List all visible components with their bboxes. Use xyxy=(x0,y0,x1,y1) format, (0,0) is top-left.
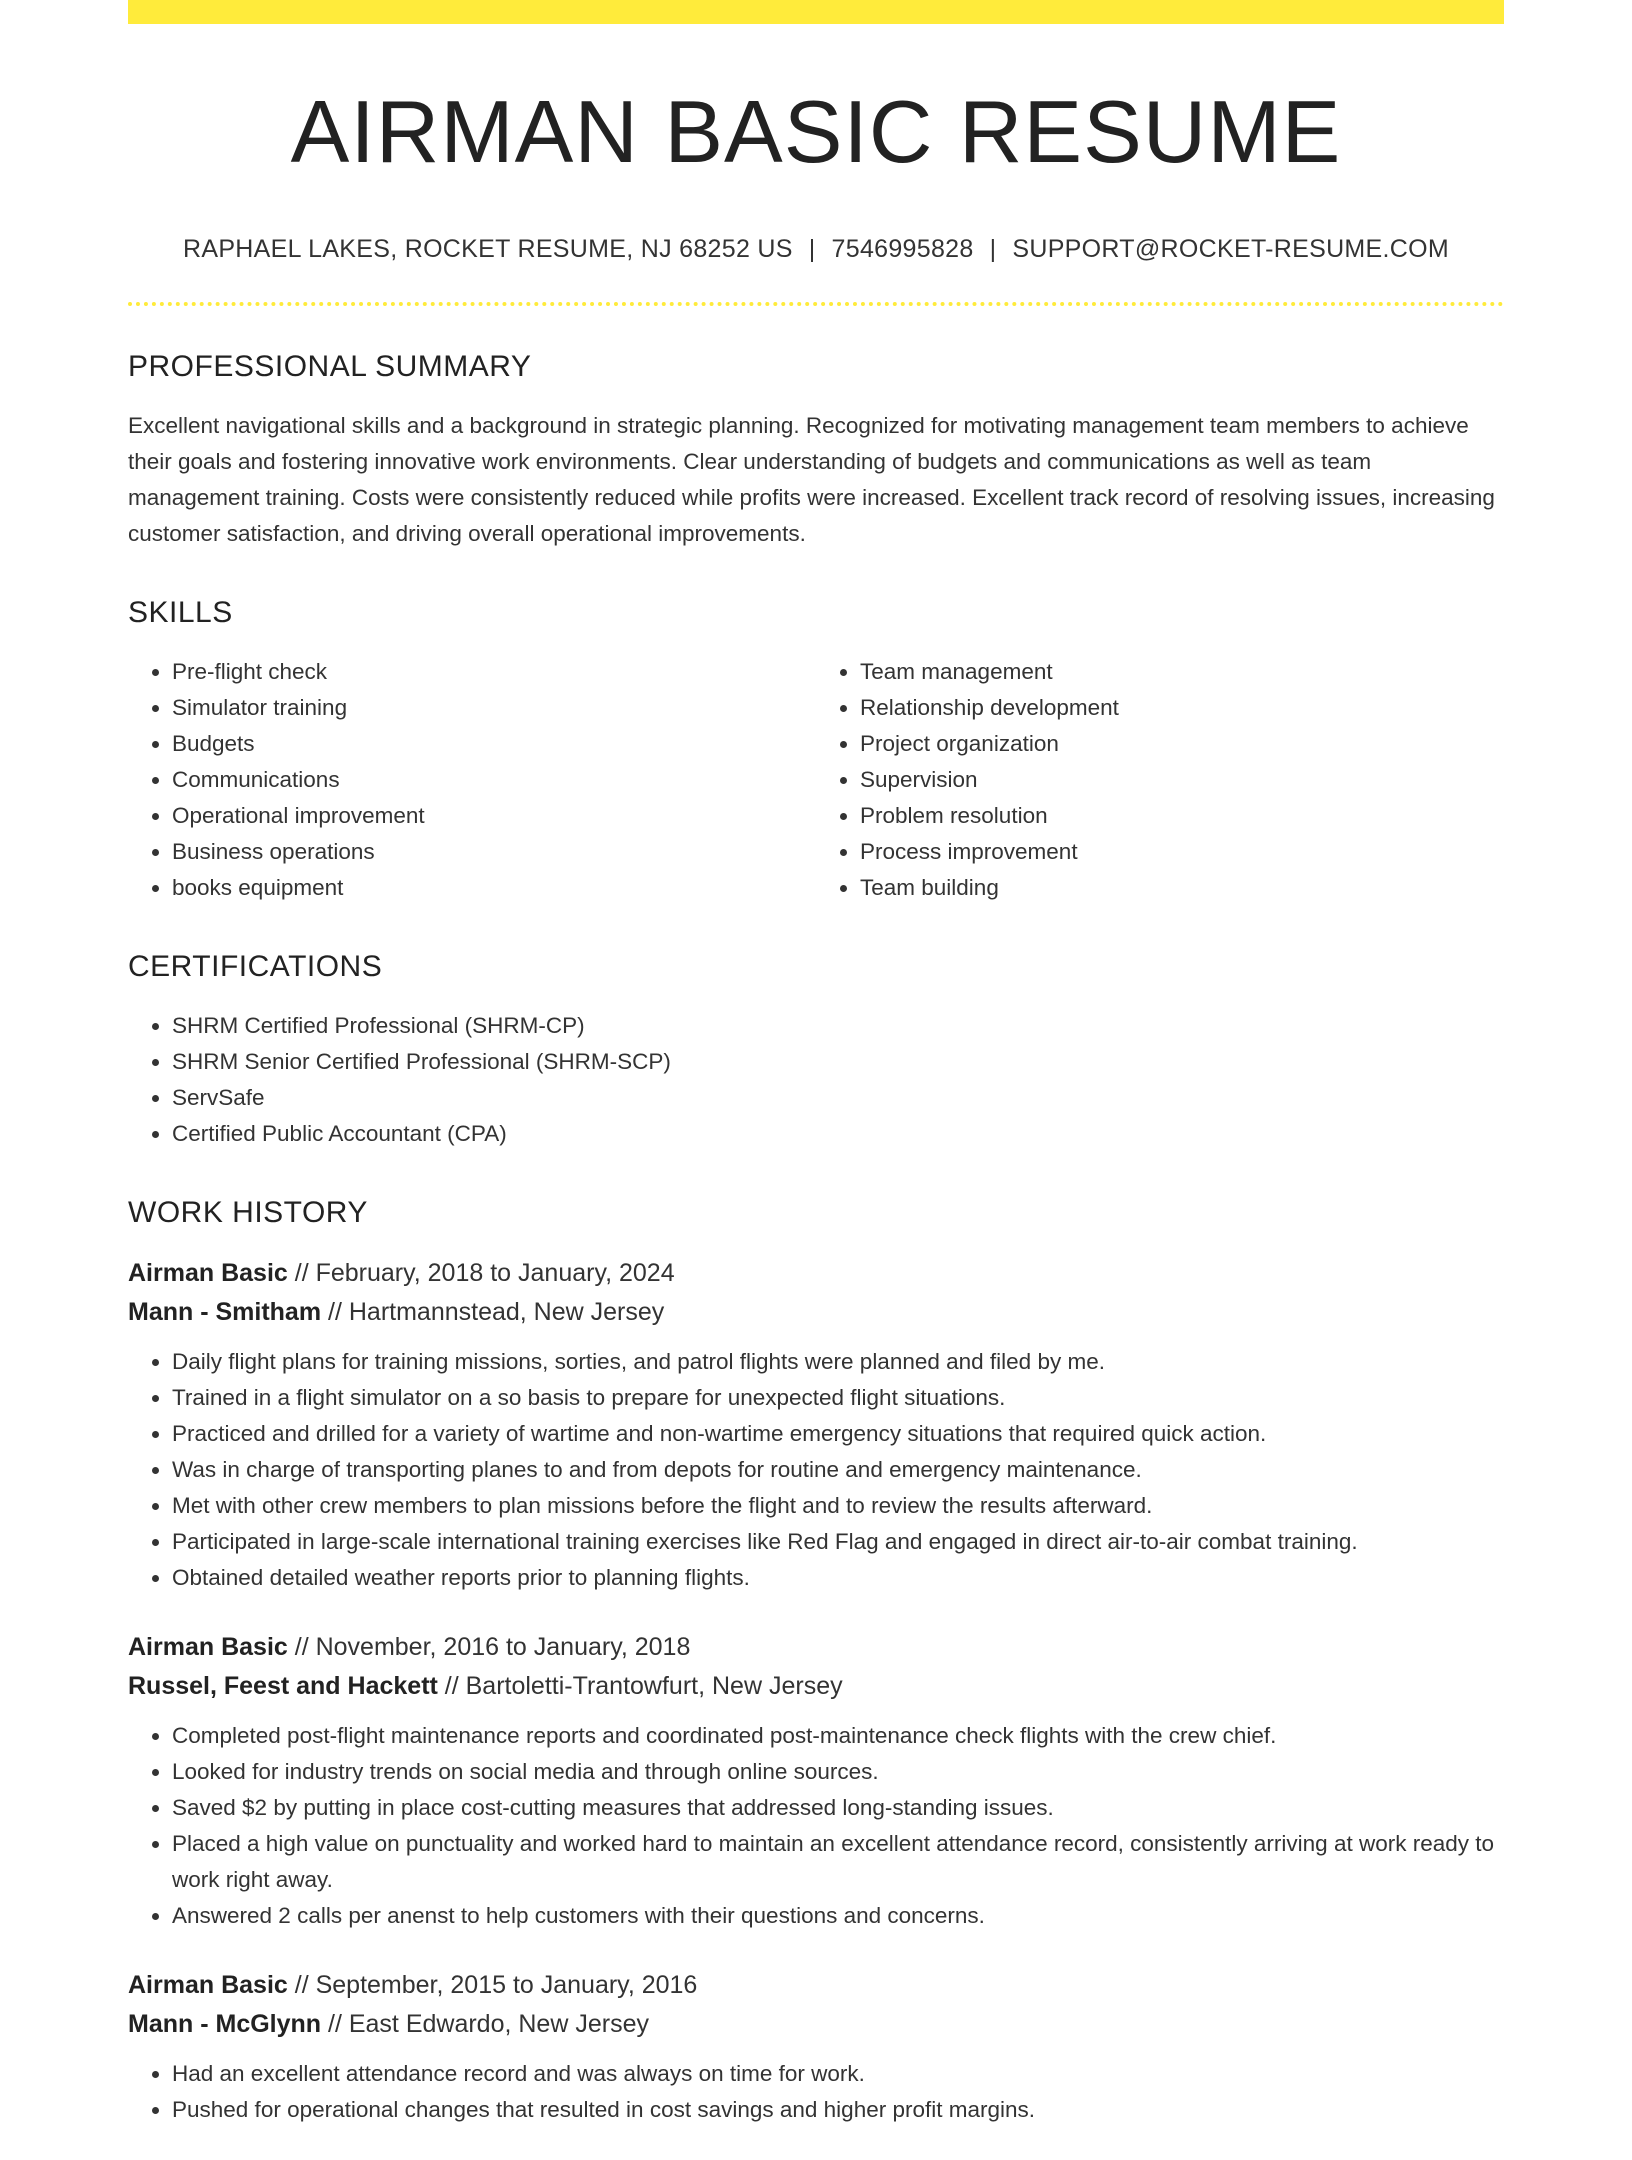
job-bullet: • Answered 2 calls per anenst to help customers with their questions and concerns. xyxy=(172,1898,1504,1934)
certification-item: • SHRM Certified Professional (SHRM-CP) xyxy=(172,1008,1504,1044)
job-company-line xyxy=(128,1667,1504,1706)
top-accent-bar xyxy=(128,0,1504,24)
job-title-line xyxy=(128,1254,1504,1293)
job-location: // East Edwardo, New Jersey xyxy=(321,2009,649,2038)
job-title-line xyxy=(128,1628,1504,1667)
job-bullet: • Placed a high value on punctuality and worked hard to maintain an excellent attendance record, consistently arriving at work ready to work right away. xyxy=(172,1826,1504,1898)
skill-item: • Supervision xyxy=(860,762,1504,798)
job-location: // Bartoletti-Trantowfurt, New Jersey xyxy=(437,1671,843,1700)
skill-item: • Budgets xyxy=(172,726,816,762)
job-bullet: • Saved $2 by putting in place cost-cutting measures that addressed long-standing issues. xyxy=(172,1790,1504,1826)
skill-item: • Relationship development xyxy=(860,690,1504,726)
skill-item: • Process improvement xyxy=(860,834,1504,870)
job-location: // Hartmannstead, New Jersey xyxy=(321,1297,665,1326)
skill-item: • Simulator training xyxy=(172,690,816,726)
job-bullet: • Pushed for operational changes that resulted in cost savings and higher profit margins. xyxy=(172,2092,1504,2128)
job-title: Airman Basic xyxy=(128,1970,288,1999)
job-bullet: • Practiced and drilled for a variety of wartime and non-wartime emergency situations that required quick action. xyxy=(172,1416,1504,1452)
contact-separator: | xyxy=(808,234,816,263)
summary-heading: PROFESSIONAL SUMMARY xyxy=(128,349,532,383)
job-title: Airman Basic xyxy=(128,1632,288,1661)
job-entry xyxy=(128,1254,1504,1596)
skills-heading: SKILLS xyxy=(128,595,233,629)
job-company: Mann - McGlynn xyxy=(128,2009,322,2038)
job-bullets xyxy=(128,2056,1504,2128)
job-dates: // September, 2015 to January, 2016 xyxy=(287,1970,698,1999)
job-bullet: • Completed post-flight maintenance reports and coordinated post-maintenance check flights with the crew chief. xyxy=(172,1718,1504,1754)
skill-item: • Business operations xyxy=(172,834,816,870)
contact-email: SUPPORT@ROCKET-RESUME.COM xyxy=(1012,234,1450,263)
resume-page xyxy=(128,0,1504,2160)
contact-phone: 7546995828 xyxy=(831,234,974,263)
contact-separator: | xyxy=(989,234,997,263)
skill-item: • Pre-flight check xyxy=(172,654,816,690)
job-company-line xyxy=(128,1293,1504,1332)
skills-list-right xyxy=(816,654,1504,906)
contact-line xyxy=(128,235,1504,264)
job-company: Russel, Feest and Hackett xyxy=(128,1671,438,1700)
professional-summary-section xyxy=(128,350,1504,552)
job-entry xyxy=(128,1966,1504,2128)
job-bullets xyxy=(128,1344,1504,1596)
skill-item: • books equipment xyxy=(172,870,816,906)
skill-item: • Communications xyxy=(172,762,816,798)
dotted-divider xyxy=(128,302,1504,306)
job-dates: // November, 2016 to January, 2018 xyxy=(287,1632,691,1661)
skill-item: • Team management xyxy=(860,654,1504,690)
skill-item: • Project organization xyxy=(860,726,1504,762)
job-dates: // February, 2018 to January, 2024 xyxy=(287,1258,675,1287)
certification-item: • ServSafe xyxy=(172,1080,1504,1116)
job-bullet: • Obtained detailed weather reports prior to planning flights. xyxy=(172,1560,1504,1596)
job-bullets xyxy=(128,1718,1504,1934)
certifications-heading: CERTIFICATIONS xyxy=(128,949,383,983)
certification-item: • SHRM Senior Certified Professional (SHRM-SCP) xyxy=(172,1044,1504,1080)
job-company: Mann - Smitham xyxy=(128,1297,322,1326)
certifications-list xyxy=(128,1008,1504,1152)
work-history-section xyxy=(128,1196,1504,2128)
job-title: Airman Basic xyxy=(128,1258,288,1287)
job-bullet: • Met with other crew members to plan missions before the flight and to review the results afterward. xyxy=(172,1488,1504,1524)
job-bullet: • Was in charge of transporting planes to and from depots for routine and emergency maintenance. xyxy=(172,1452,1504,1488)
job-bullet: • Participated in large-scale international training exercises like Red Flag and engaged in direct air-to-air combat training. xyxy=(172,1524,1504,1560)
skills-columns xyxy=(128,654,1504,906)
skill-item: • Problem resolution xyxy=(860,798,1504,834)
skill-item: • Operational improvement xyxy=(172,798,816,834)
contact-address: RAPHAEL LAKES, ROCKET RESUME, NJ 68252 US xyxy=(182,234,793,263)
job-bullet: • Looked for industry trends on social media and through online sources. xyxy=(172,1754,1504,1790)
job-bullet: • Trained in a flight simulator on a so basis to prepare for unexpected flight situations. xyxy=(172,1380,1504,1416)
summary-text: Excellent navigational skills and a background in strategic planning. Recognized for motivating management team members to achieve their goals and fostering innovative work environments. Clear understanding of budgets and communications as well as team management training. Costs were consistently reduced while profits were increased. Excellent track record of resolving issues, increasing customer satisfaction, and driving overall operational improvements. xyxy=(128,412,1495,546)
job-title-line xyxy=(128,1966,1504,2005)
work-history-heading: WORK HISTORY xyxy=(128,1195,368,1229)
job-entry xyxy=(128,1628,1504,1934)
job-bullet: • Daily flight plans for training missions, sorties, and patrol flights were planned and filed by me. xyxy=(172,1344,1504,1380)
certifications-section xyxy=(128,950,1504,1152)
job-bullet: • Had an excellent attendance record and was always on time for work. xyxy=(172,2056,1504,2092)
skills-section xyxy=(128,596,1504,906)
skills-list-left xyxy=(128,654,816,906)
certification-item: • Certified Public Accountant (CPA) xyxy=(172,1116,1504,1152)
job-company-line xyxy=(128,2005,1504,2044)
skill-item: • Team building xyxy=(860,870,1504,906)
resume-title: AIRMAN BASIC RESUME xyxy=(290,82,1342,181)
